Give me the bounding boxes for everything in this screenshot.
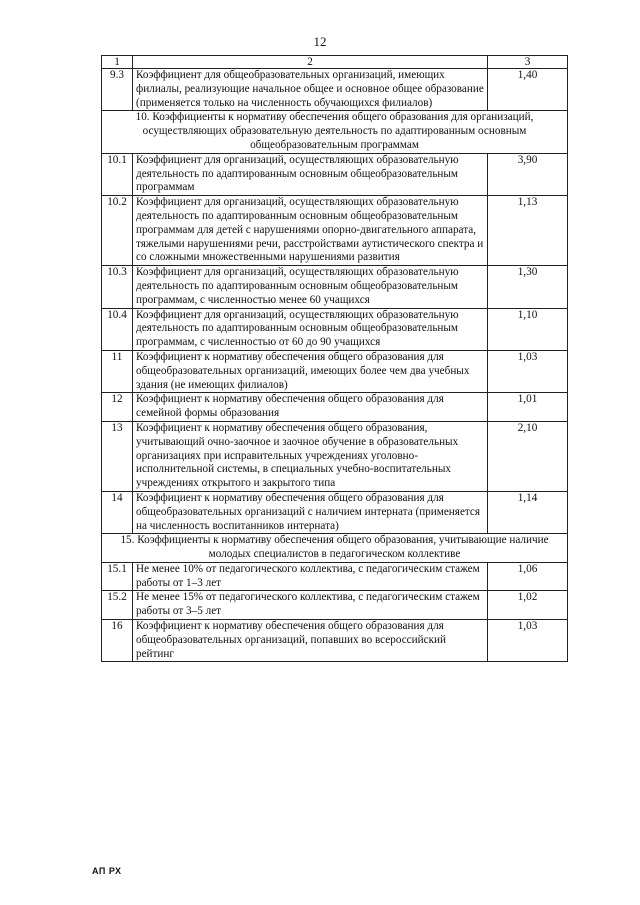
item-number: 12 [102,393,133,422]
item-value: 1,10 [488,308,568,350]
table-row [102,266,568,308]
item-description: Не менее 10% от педагогического коллектива, с педагогическим стажем работы от 1–3 лет [133,562,488,591]
item-description: Коэффициент для организаций, осуществляющих образовательную деятельность по адаптированным основным общеобразовательным программам, с численностью от 60 до 90 учащихся [133,308,488,350]
item-value: 1,01 [488,393,568,422]
item-value: 1,30 [488,266,568,308]
column-header-description: 2 [133,56,488,69]
item-description: Коэффициент к нормативу обеспечения общего образования для общеобразовательных организаций с наличием интерната (применяется на численность воспитанников интерната) [133,491,488,533]
item-description: Коэффициент к нормативу обеспечения общего образования для общеобразовательных организаций, попавших во всероссийский рейтинг [133,620,488,662]
footer-mark: АП РХ [92,866,122,876]
item-number: 10.4 [102,308,133,350]
section-heading: 10. Коэффициенты к нормативу обеспечения общего образования для организаций, осуществляющих образовательную деятельность по адаптированным основным общеобразовательным программам [102,111,568,153]
item-value: 3,90 [488,153,568,195]
column-header-value: 3 [488,56,568,69]
table-body [102,69,568,662]
table-row [102,421,568,491]
column-header-number: 1 [102,56,133,69]
item-number: 11 [102,350,133,392]
item-description: Не менее 15% от педагогического коллектива, с педагогическим стажем работы от 3–5 лет [133,591,488,620]
item-value: 1,03 [488,620,568,662]
table-row [102,350,568,392]
item-number: 10.3 [102,266,133,308]
item-number: 14 [102,491,133,533]
item-number: 9.3 [102,69,133,111]
item-description: Коэффициент для организаций, осуществляющих образовательную деятельность по адаптированным основным общеобразовательным программам для детей с нарушениями опорно-двигательного аппарата, тяжелыми нарушениями речи, расстройствами аутистического спектра и со сложными множественными нарушениями развития [133,196,488,266]
section-row [102,111,568,153]
item-number: 15.1 [102,562,133,591]
table-row [102,562,568,591]
table-row [102,491,568,533]
item-number: 16 [102,620,133,662]
table-header-row [102,56,568,69]
item-value: 1,06 [488,562,568,591]
item-description: Коэффициент к нормативу обеспечения общего образования, учитывающий очно-заочное и заочное обучение в образовательных организациях при исправительных учреждениях уголовно-исполнительной системы, в специальных учебно-воспитательных учреждениях открытого и закрытого типа [133,421,488,491]
table-row [102,196,568,266]
page-number: 12 [313,34,327,49]
item-description: Коэффициент для организаций, осуществляющих образовательную деятельность по адаптированным основным общеобразовательным программам, с численностью менее 60 учащихся [133,266,488,308]
section-row [102,534,568,563]
section-heading: 15. Коэффициенты к нормативу обеспечения общего образования, учитывающие наличие молодых специалистов в педагогическом коллективе [102,534,568,563]
item-number: 10.2 [102,196,133,266]
item-description: Коэффициент для организаций, осуществляющих образовательную деятельность по адаптированным основным общеобразовательным программам [133,153,488,195]
item-number: 10.1 [102,153,133,195]
coefficients-table [101,55,568,662]
item-value: 1,40 [488,69,568,111]
item-description: Коэффициент для общеобразовательных организаций, имеющих филиалы, реализующие начальное общее и основное общее образование (применяется только на численность обучающихся филиалов) [133,69,488,111]
table-row [102,153,568,195]
item-value: 1,14 [488,491,568,533]
table-row [102,393,568,422]
item-value: 1,03 [488,350,568,392]
table-row [102,620,568,662]
item-number: 13 [102,421,133,491]
table-row [102,69,568,111]
item-value: 2,10 [488,421,568,491]
item-description: Коэффициент к нормативу обеспечения общего образования для семейной формы образования [133,393,488,422]
item-number: 15.2 [102,591,133,620]
item-value: 1,02 [488,591,568,620]
item-value: 1,13 [488,196,568,266]
table-row [102,308,568,350]
item-description: Коэффициент к нормативу обеспечения общего образования для общеобразовательных организаций, имеющих более чем два учебных здания (не имеющих филиалов) [133,350,488,392]
table-row [102,591,568,620]
